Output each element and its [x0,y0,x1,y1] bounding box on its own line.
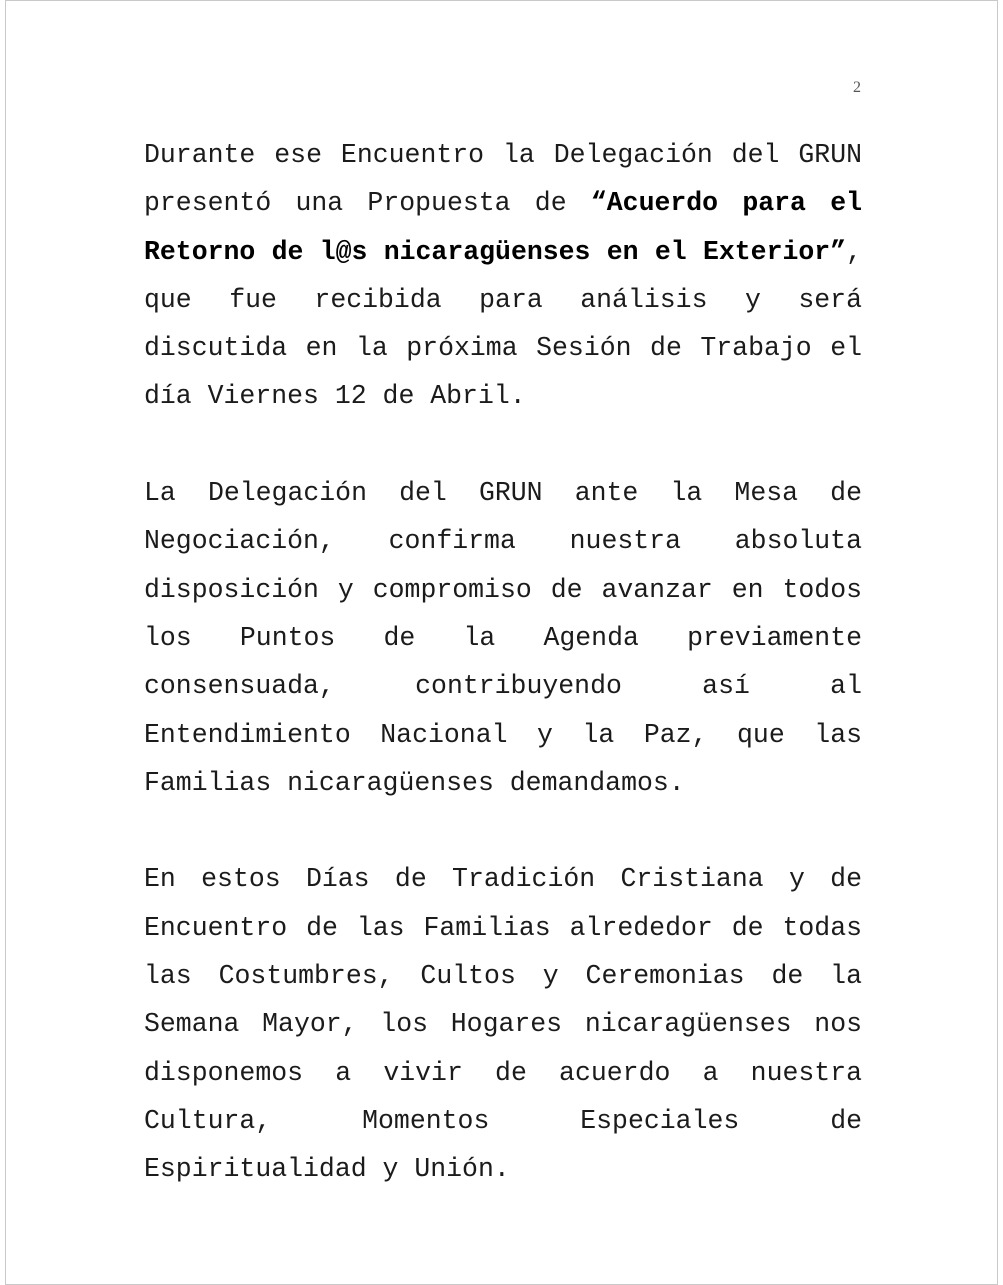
paragraph-proposal-intro: Durante ese Encuentro la Delegación del GRUN presentó una Propuesta de [144,140,862,219]
paragraph-proposal [144,131,862,421]
document-body [144,131,862,1242]
paragraph-holy-week: En estos Días de Tradición Cristiana y de Encuentro de las Familias alrededor de todas las Costumbres, Cultos y Ceremonias de la Semana Mayor, los Hogares nicaragüenses nos disponemos a vivir de acuerdo a nuestra Cultura, Momentos Especiales de Espiritualidad y Unión. [144,864,862,1185]
paragraph-proposal-rest: , que fue recibida para análisis y será discutida en la próxima Sesión de Trabajo el día Viernes 12 de Abril. [144,236,862,412]
page-number: 2 [853,79,861,96]
document-page [5,0,998,1285]
proposal-title: “Acuerdo para el Retorno de l@s nicaragüenses en el Exterior” [144,188,862,267]
paragraph-commitment: La Delegación del GRUN ante la Mesa de Negociación, confirma nuestra absoluta disposición y compromiso de avanzar en todos los Puntos de la Agenda previamente consensuada, contribuyendo así al Entendimiento Nacional y la Paz, que las Familias nicaragüenses demandamos. [144,478,862,798]
